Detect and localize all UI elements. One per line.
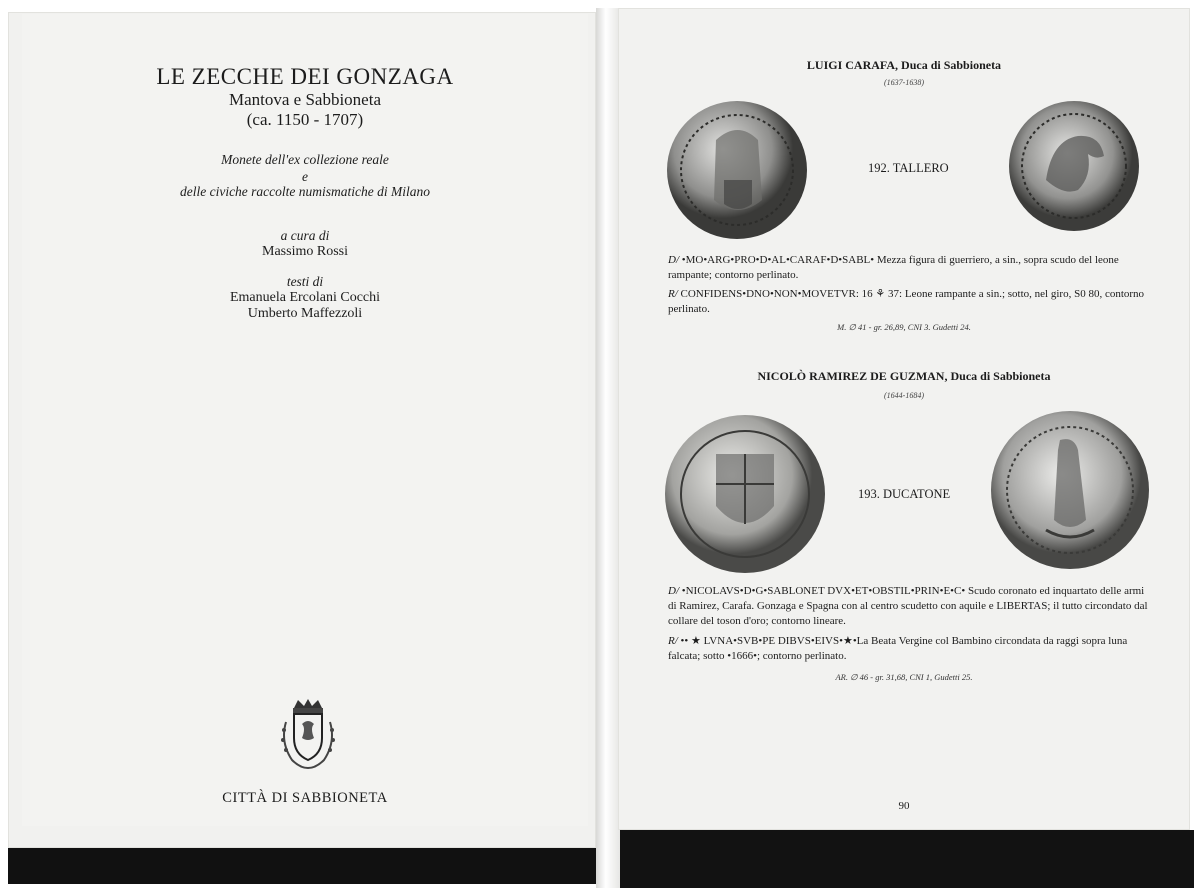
book-title: LE ZECCHE DEI GONZAGA bbox=[156, 64, 454, 89]
coin-193-reverse-image bbox=[990, 410, 1150, 570]
obverse-mark: D/ bbox=[668, 585, 679, 597]
coin-193-label: 193. DUCATONE bbox=[858, 487, 951, 501]
curated-by-label: a cura di bbox=[280, 228, 330, 243]
coin-193-reverse-description bbox=[668, 634, 1152, 664]
coin-193-obverse-description bbox=[668, 584, 1152, 629]
reverse-mark: R/ bbox=[668, 635, 678, 647]
publisher-name: CITTÀ DI SABBIONETA bbox=[222, 790, 388, 806]
texts-by-label: testi di bbox=[286, 274, 324, 289]
coin-192-label: 192. TALLERO bbox=[868, 161, 949, 175]
description-line1: Monete dell'ex collezione reale bbox=[221, 152, 389, 167]
reverse-text: •• ★ LVNA•SVB•PE DIBVS•EIVS•★•La Beata Vergine col Bambino circondata da raggi sopra luna falcata; sotto •1666•; contorno perlinato. bbox=[668, 635, 1128, 662]
right-page-shadow-edge bbox=[602, 830, 1194, 888]
coin-192-reference: M. ∅ 41 - gr. 26,89, CNI 3. Gudetti 24. bbox=[837, 322, 971, 332]
coin-193-reference: AR. ∅ 46 - gr. 31,68, CNI 1, Gudetti 25. bbox=[835, 672, 973, 682]
curator-name: Massimo Rossi bbox=[262, 244, 348, 259]
page-number: 90 bbox=[898, 800, 910, 812]
reverse-mark: R/ bbox=[668, 288, 678, 300]
section2-heading: NICOLÒ RAMIREZ DE GUZMAN, Duca di Sabbioneta bbox=[757, 369, 1051, 383]
book-subtitle-line1: Mantova e Sabbioneta bbox=[228, 90, 381, 109]
section1-dates: (1637-1638) bbox=[884, 78, 924, 87]
coin-192-obverse-image bbox=[666, 100, 808, 240]
author-name-1: Emanuela Ercolani Cocchi bbox=[229, 290, 381, 305]
reverse-text: CONFIDENS•DNO•NON•MOVETVR: 16 ⚘ 37: Leone rampante a sin.; sotto, nel giro, S0 80, contorno perlinato. bbox=[668, 288, 1145, 315]
section1-heading: LUIGI CARAFA, Duca di Sabbioneta bbox=[806, 58, 1002, 72]
coin-192-reverse-image bbox=[1008, 100, 1140, 232]
obverse-mark: D/ bbox=[668, 254, 679, 266]
obverse-text: •MO•ARG•PRO•D•AL•CARAF•D•SABL• Mezza figura di guerriero, a sin., sopra scudo del leone rampante; contorno perlinato. bbox=[668, 254, 1119, 281]
author-name-2: Umberto Maffezzoli bbox=[247, 306, 363, 321]
description-line2: e bbox=[302, 169, 308, 184]
coin-193-obverse-image bbox=[664, 414, 826, 574]
book-gutter bbox=[596, 8, 620, 888]
section2-dates: (1644-1684) bbox=[884, 391, 924, 400]
coin-192-obverse-description bbox=[668, 253, 1152, 283]
description-line3: delle civiche raccolte numismatiche di Milano bbox=[179, 184, 431, 199]
coat-of-arms-icon bbox=[276, 698, 340, 772]
coin-192-reverse-description bbox=[668, 287, 1152, 317]
book-subtitle-line2: (ca. 1150 - 1707) bbox=[246, 110, 364, 129]
obverse-text: •NICOLAVS•D•G•SABLONET DVX•ET•OBSTIL•PRIN•E•C• Scudo coronato ed inquartato delle armi di Ramirez, Carafa. Gonzaga e Spagna con al centro scudetto con aquile e LIBERTAS; il tutto circondato dal collare del toson d'oro; contorno lineare. bbox=[668, 585, 1148, 627]
